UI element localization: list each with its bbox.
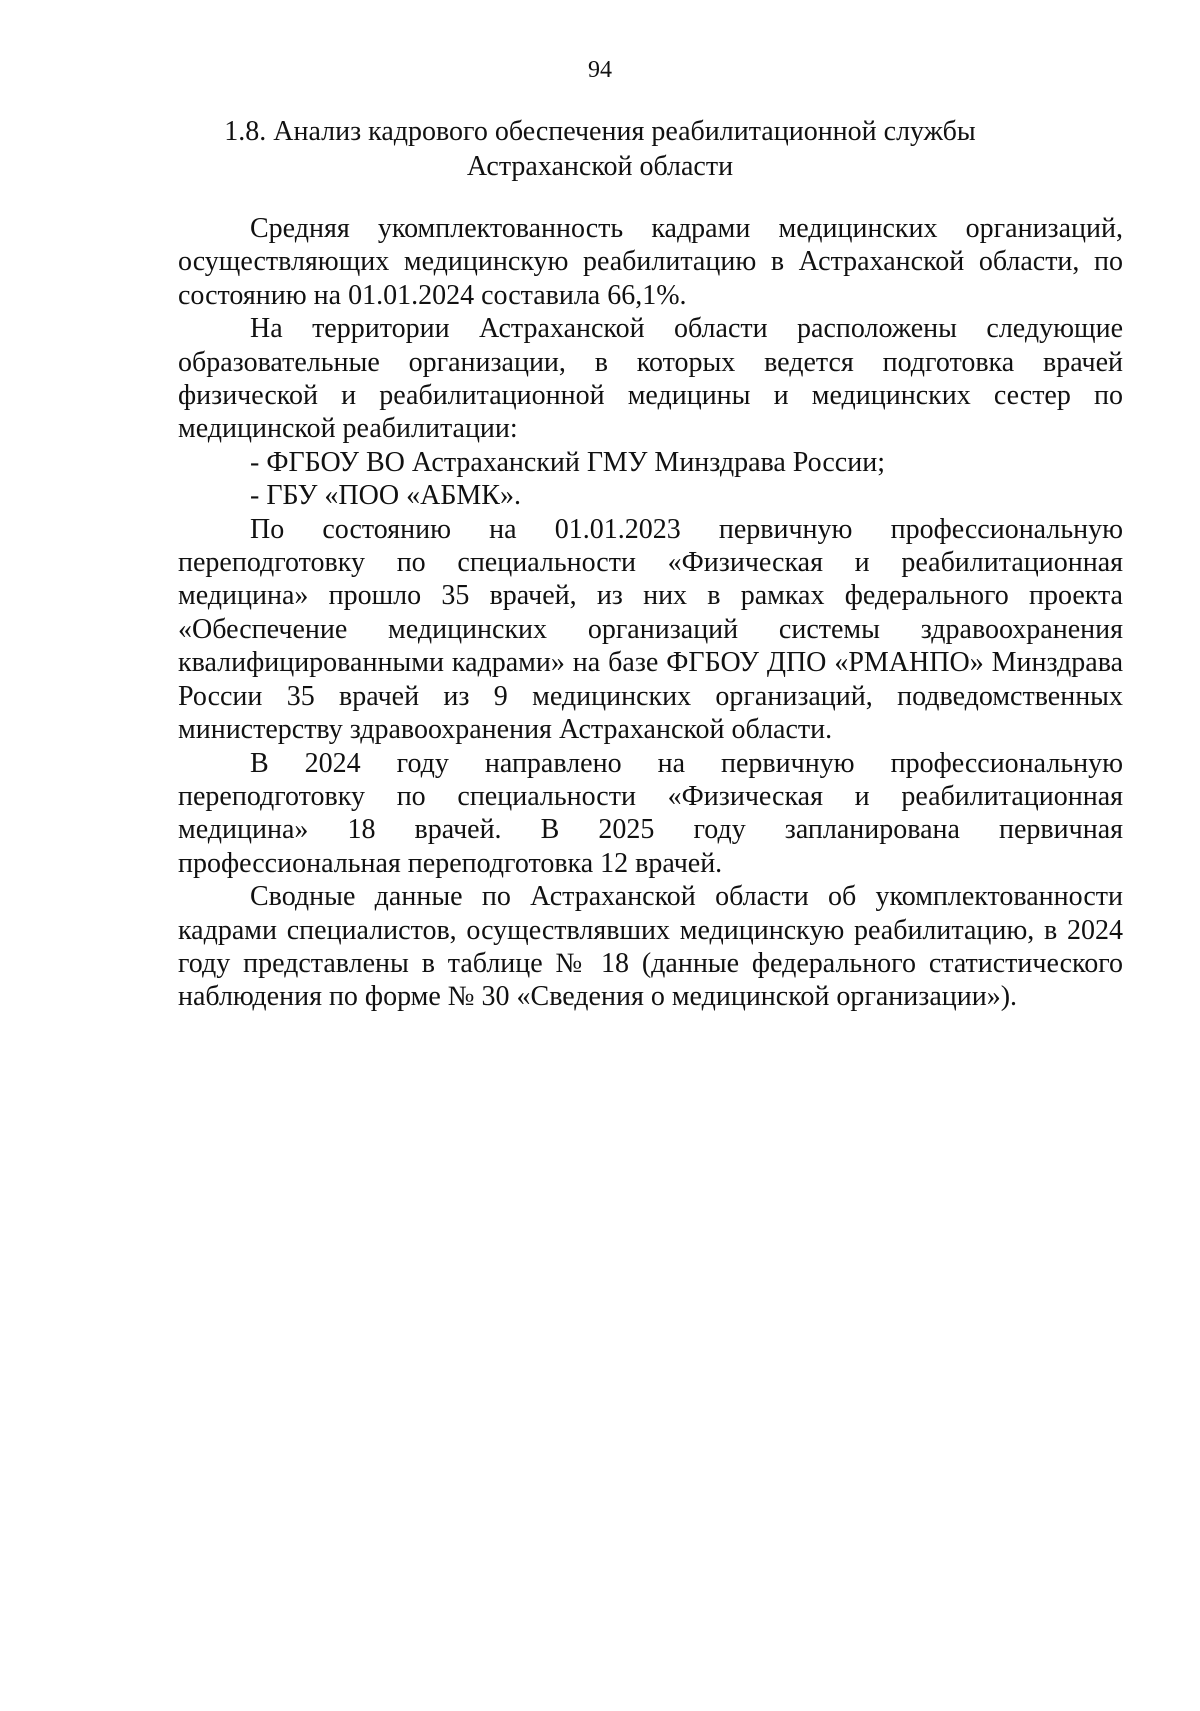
list-item-astrakhan-gmu: - ФГБОУ ВО Астраханский ГМУ Минздрава России; xyxy=(250,446,885,478)
section-heading-line-2: Астраханской области xyxy=(466,151,734,182)
paragraph-staffing-level: Средняя укомплектованность кадрами медицинских организаций, осуществляющих медицинскую реабилитацию в Астраханской области, по состоянию на 01.01.2024 составила 66,1%. xyxy=(178,213,1123,311)
paragraph-summary-table-reference: Сводные данные по Астраханской области об укомплектованности кадрами специалистов, осуществлявших медицинскую реабилитацию, в 2024 году представлены в таблице № 18 (данные федерального статистического наблюдения по форме № 30 «Сведения о медицинской организации»). xyxy=(178,881,1123,1013)
section-heading xyxy=(160,114,1040,184)
paragraph-retraining-2023: По состоянию на 01.01.2023 первичную профессиональную переподготовку по специальности «Физическая и реабилитационная медицина» прошло 35 врачей, из них в рамках федерального проекта «Обеспечение медицинских организаций системы здравоохранения квалифицированными кадрами» на базе ФГБОУ ДПО «РМАНПО» Минздрава России 35 врачей из 9 медицинских организаций, подведомственных министерству здравоохранения Астраханской области. xyxy=(178,513,1123,746)
section-heading-line-1: 1.8. Анализ кадрового обеспечения реабилитационной службы xyxy=(224,116,976,147)
document-body xyxy=(178,212,1123,1014)
paragraph-retraining-2024-2025: В 2024 году направлено на первичную профессиональную переподготовку по специальности «Физическая и реабилитационная медицина» 18 врачей. В 2025 году запланирована первичная профессиональная переподготовка 12 врачей. xyxy=(178,747,1123,879)
list-item-abmk: - ГБУ «ПОО «АБМК». xyxy=(250,480,521,512)
paragraph-educational-organizations: На территории Астраханской области расположены следующие образовательные организации, в которых ведется подготовка врачей физической и реабилитационной медицины и медицинских сестер по медицинской реабилитации: xyxy=(178,313,1123,445)
page-number: 94 xyxy=(588,57,612,83)
